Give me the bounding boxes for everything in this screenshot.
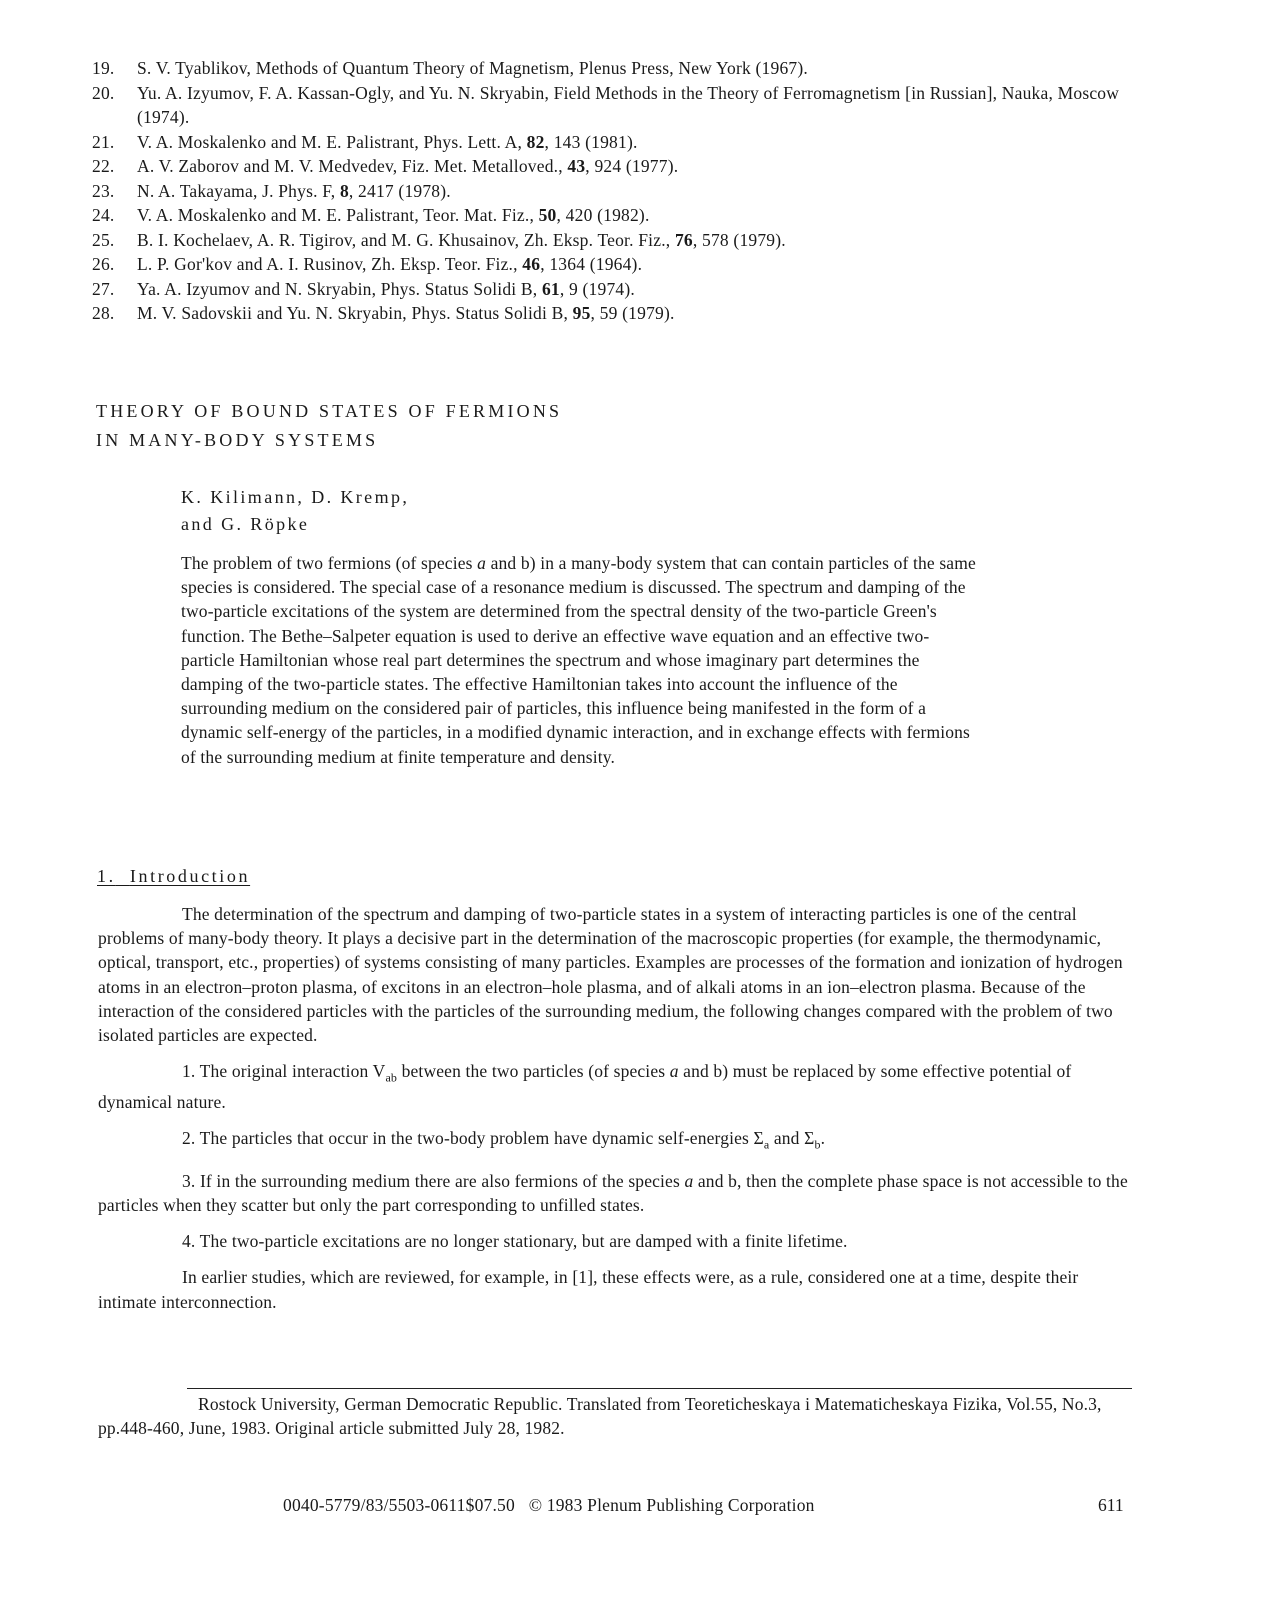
section-heading (97, 866, 250, 887)
item-text: between the two particles (of species (397, 1061, 670, 1082)
reference-number: 22. (92, 156, 115, 176)
section-title: Introduction (129, 866, 251, 886)
reference-pages: , 924 (1977). (585, 156, 679, 176)
reference-text: V. A. Moskalenko and M. E. Palistrant, Phys. Lett. A, (137, 131, 527, 152)
author-list (181, 484, 409, 538)
item-text: 2. The particles that occur in the two-body problem have dynamic self-energies Σ (182, 1128, 764, 1149)
reference-number: 24. (92, 205, 115, 225)
reference-pages: , 143 (1981). (544, 131, 638, 152)
reference-pages: , 59 (1979). (590, 303, 675, 323)
reference-volume: 61 (541, 278, 560, 299)
authors-line-2: and G. Röpke (181, 514, 310, 534)
reference-text: A. V. Zaborov and M. V. Medvedev, Fiz. Met. Metalloved., (137, 156, 568, 176)
footnote-divider (187, 1388, 1132, 1389)
species-symbol: a (477, 553, 487, 573)
reference-text: Yu. A. Izyumov, F. A. Kassan-Ogly, and Yu. N. Skryabin, Field Methods in the Theory of Ferromagnetism [in Russian], Nauka, Moscow (1974). (137, 82, 1120, 127)
reference-text: B. I. Kochelaev, A. R. Tigirov, and M. G. Khusainov, Zh. Eksp. Teor. Fiz., (137, 229, 675, 250)
reference-item (92, 179, 1172, 204)
list-item-3 (98, 1169, 1138, 1217)
list-item-1 (98, 1059, 1138, 1114)
item-text: and Σ (769, 1128, 815, 1149)
title-line-1: THEORY OF BOUND STATES OF FERMIONS (96, 401, 563, 421)
reference-item (92, 228, 1172, 253)
reference-pages: , 578 (1979). (692, 229, 786, 250)
reference-text: S. V. Tyablikov, Methods of Quantum Theory of Magnetism, Plenus Press, New York (1967). (137, 58, 808, 78)
reference-number: 28. (92, 303, 115, 323)
copyright-notice: © 1983 Plenum Publishing Corporation (528, 1495, 815, 1515)
reference-volume: 46 (522, 254, 541, 274)
reference-number: 21. (92, 131, 115, 152)
item-text: and b) must be replaced by some effective potential of dynamical nature. (98, 1061, 1072, 1112)
section-number: 1. (97, 866, 116, 886)
reference-number: 23. (92, 180, 115, 201)
reference-volume: 50 (538, 205, 557, 225)
reference-text: V. A. Moskalenko and M. E. Palistrant, Teor. Mat. Fiz., (137, 205, 539, 225)
species-symbol: a (684, 1170, 694, 1191)
closing-paragraph: In earlier studies, which are reviewed, for example, in [1], these effects were, as a rule, considered one at a time, despite their intimate interconnection. (98, 1267, 1079, 1312)
body-text (98, 902, 1138, 1326)
reference-item (92, 277, 1172, 302)
article-code: 0040-5779/83/5503-0611$07.50 (283, 1495, 515, 1515)
reference-number: 19. (92, 58, 115, 78)
reference-item (92, 130, 1172, 155)
reference-volume: 8 (339, 180, 349, 201)
page-number: 611 (1098, 1495, 1124, 1515)
reference-text: N. A. Takayama, J. Phys. F, (137, 180, 340, 201)
reference-item (92, 154, 1172, 179)
reference-list (92, 56, 1172, 326)
article-title (96, 397, 562, 455)
reference-volume: 43 (567, 156, 586, 176)
subscript: b (814, 1137, 821, 1152)
reference-pages: , 2417 (1978). (348, 180, 451, 201)
item-text: . (820, 1128, 826, 1149)
reference-volume: 82 (526, 131, 545, 152)
item-text: 3. If in the surrounding medium there are also fermions of the species (182, 1170, 685, 1191)
reference-item (92, 81, 1172, 130)
item-text: 1. The original interaction V (182, 1061, 386, 1082)
reference-number: 25. (92, 229, 115, 250)
abstract-text-2: and b) in a many-body system that can contain particles of the same species is considered. The special case of a resonance medium is discussed. The spectrum and damping of the two-particle excitations of the system are determined from the spectral density of the two-particle Green's function. The Bethe–Salpeter equation is used to derive an effective wave equation and an effective two-particle Hamiltonian whose real part determines the spectrum and whose imaginary part determines the damping of the two-particle states. The effective Hamiltonian takes into account the influence of the surrounding medium on the considered pair of particles, this influence being manifested in the form of a dynamic self-energy of the particles, in a modified dynamic interaction, and in exchange effects with fermions of the surrounding medium at finite temperature and density. (181, 553, 976, 767)
title-line-2: IN MANY-BODY SYSTEMS (96, 430, 379, 450)
intro-paragraph: The determination of the spectrum and damping of two-particle states in a system of interacting particles is one of the central problems of many-body theory. It plays a decisive part in the determination of the macroscopic properties (for example, the thermodynamic, optical, transport, etc., properties) of systems consisting of many particles. Examples are processes of the formation and ionization of hydrogen atoms in an electron–proton plasma, of excitons in an electron–hole plasma, and of alkali atoms in an ion–electron plasma. Because of the interaction of the considered particles with the particles of the surrounding medium, the following changes compared with the problem of two isolated particles are expected. (98, 904, 1123, 1046)
reference-item (92, 252, 1172, 277)
reference-text: L. P. Gor'kov and A. I. Rusinov, Zh. Eksp. Teor. Fiz., (137, 254, 523, 274)
subscript: ab (385, 1070, 398, 1085)
page-footer (283, 1495, 815, 1516)
list-item-2 (98, 1126, 1138, 1157)
reference-text: Ya. A. Izyumov and N. Skryabin, Phys. Status Solidi B, (137, 278, 542, 299)
reference-number: 27. (92, 278, 115, 299)
footnote (98, 1392, 1143, 1440)
reference-volume: 95 (572, 303, 591, 323)
footnote-text: Rostock University, German Democratic Republic. Translated from Teoreticheskaya i Matematicheskaya Fizika, Vol.55, No.3, pp.448-460, June, 1983. Original article submitted July 28, 1982. (98, 1394, 1102, 1438)
reference-item (92, 56, 1172, 81)
authors-line-1: K. Kilimann, D. Kremp, (181, 487, 410, 507)
reference-pages: , 420 (1982). (556, 205, 650, 225)
reference-item (92, 301, 1172, 326)
abstract (181, 551, 981, 769)
reference-text: M. V. Sadovskii and Yu. N. Skryabin, Phys. Status Solidi B, (137, 303, 573, 323)
reference-item (92, 203, 1172, 228)
reference-number: 26. (92, 254, 115, 274)
list-item-4: 4. The two-particle excitations are no longer stationary, but are damped with a finite lifetime. (182, 1231, 848, 1252)
reference-pages: , 1364 (1964). (540, 254, 643, 274)
abstract-paragraph (181, 551, 981, 769)
reference-number: 20. (92, 82, 115, 103)
subscript: a (763, 1137, 770, 1152)
reference-volume: 76 (674, 229, 693, 250)
species-symbol: a (669, 1061, 679, 1082)
abstract-text-1: The problem of two fermions (of species (181, 553, 478, 573)
item-text: and b, then the complete phase space is not accessible to the particles when they scatter but only the part corresponding to unfilled states. (98, 1170, 1128, 1216)
reference-pages: , 9 (1974). (559, 278, 635, 299)
